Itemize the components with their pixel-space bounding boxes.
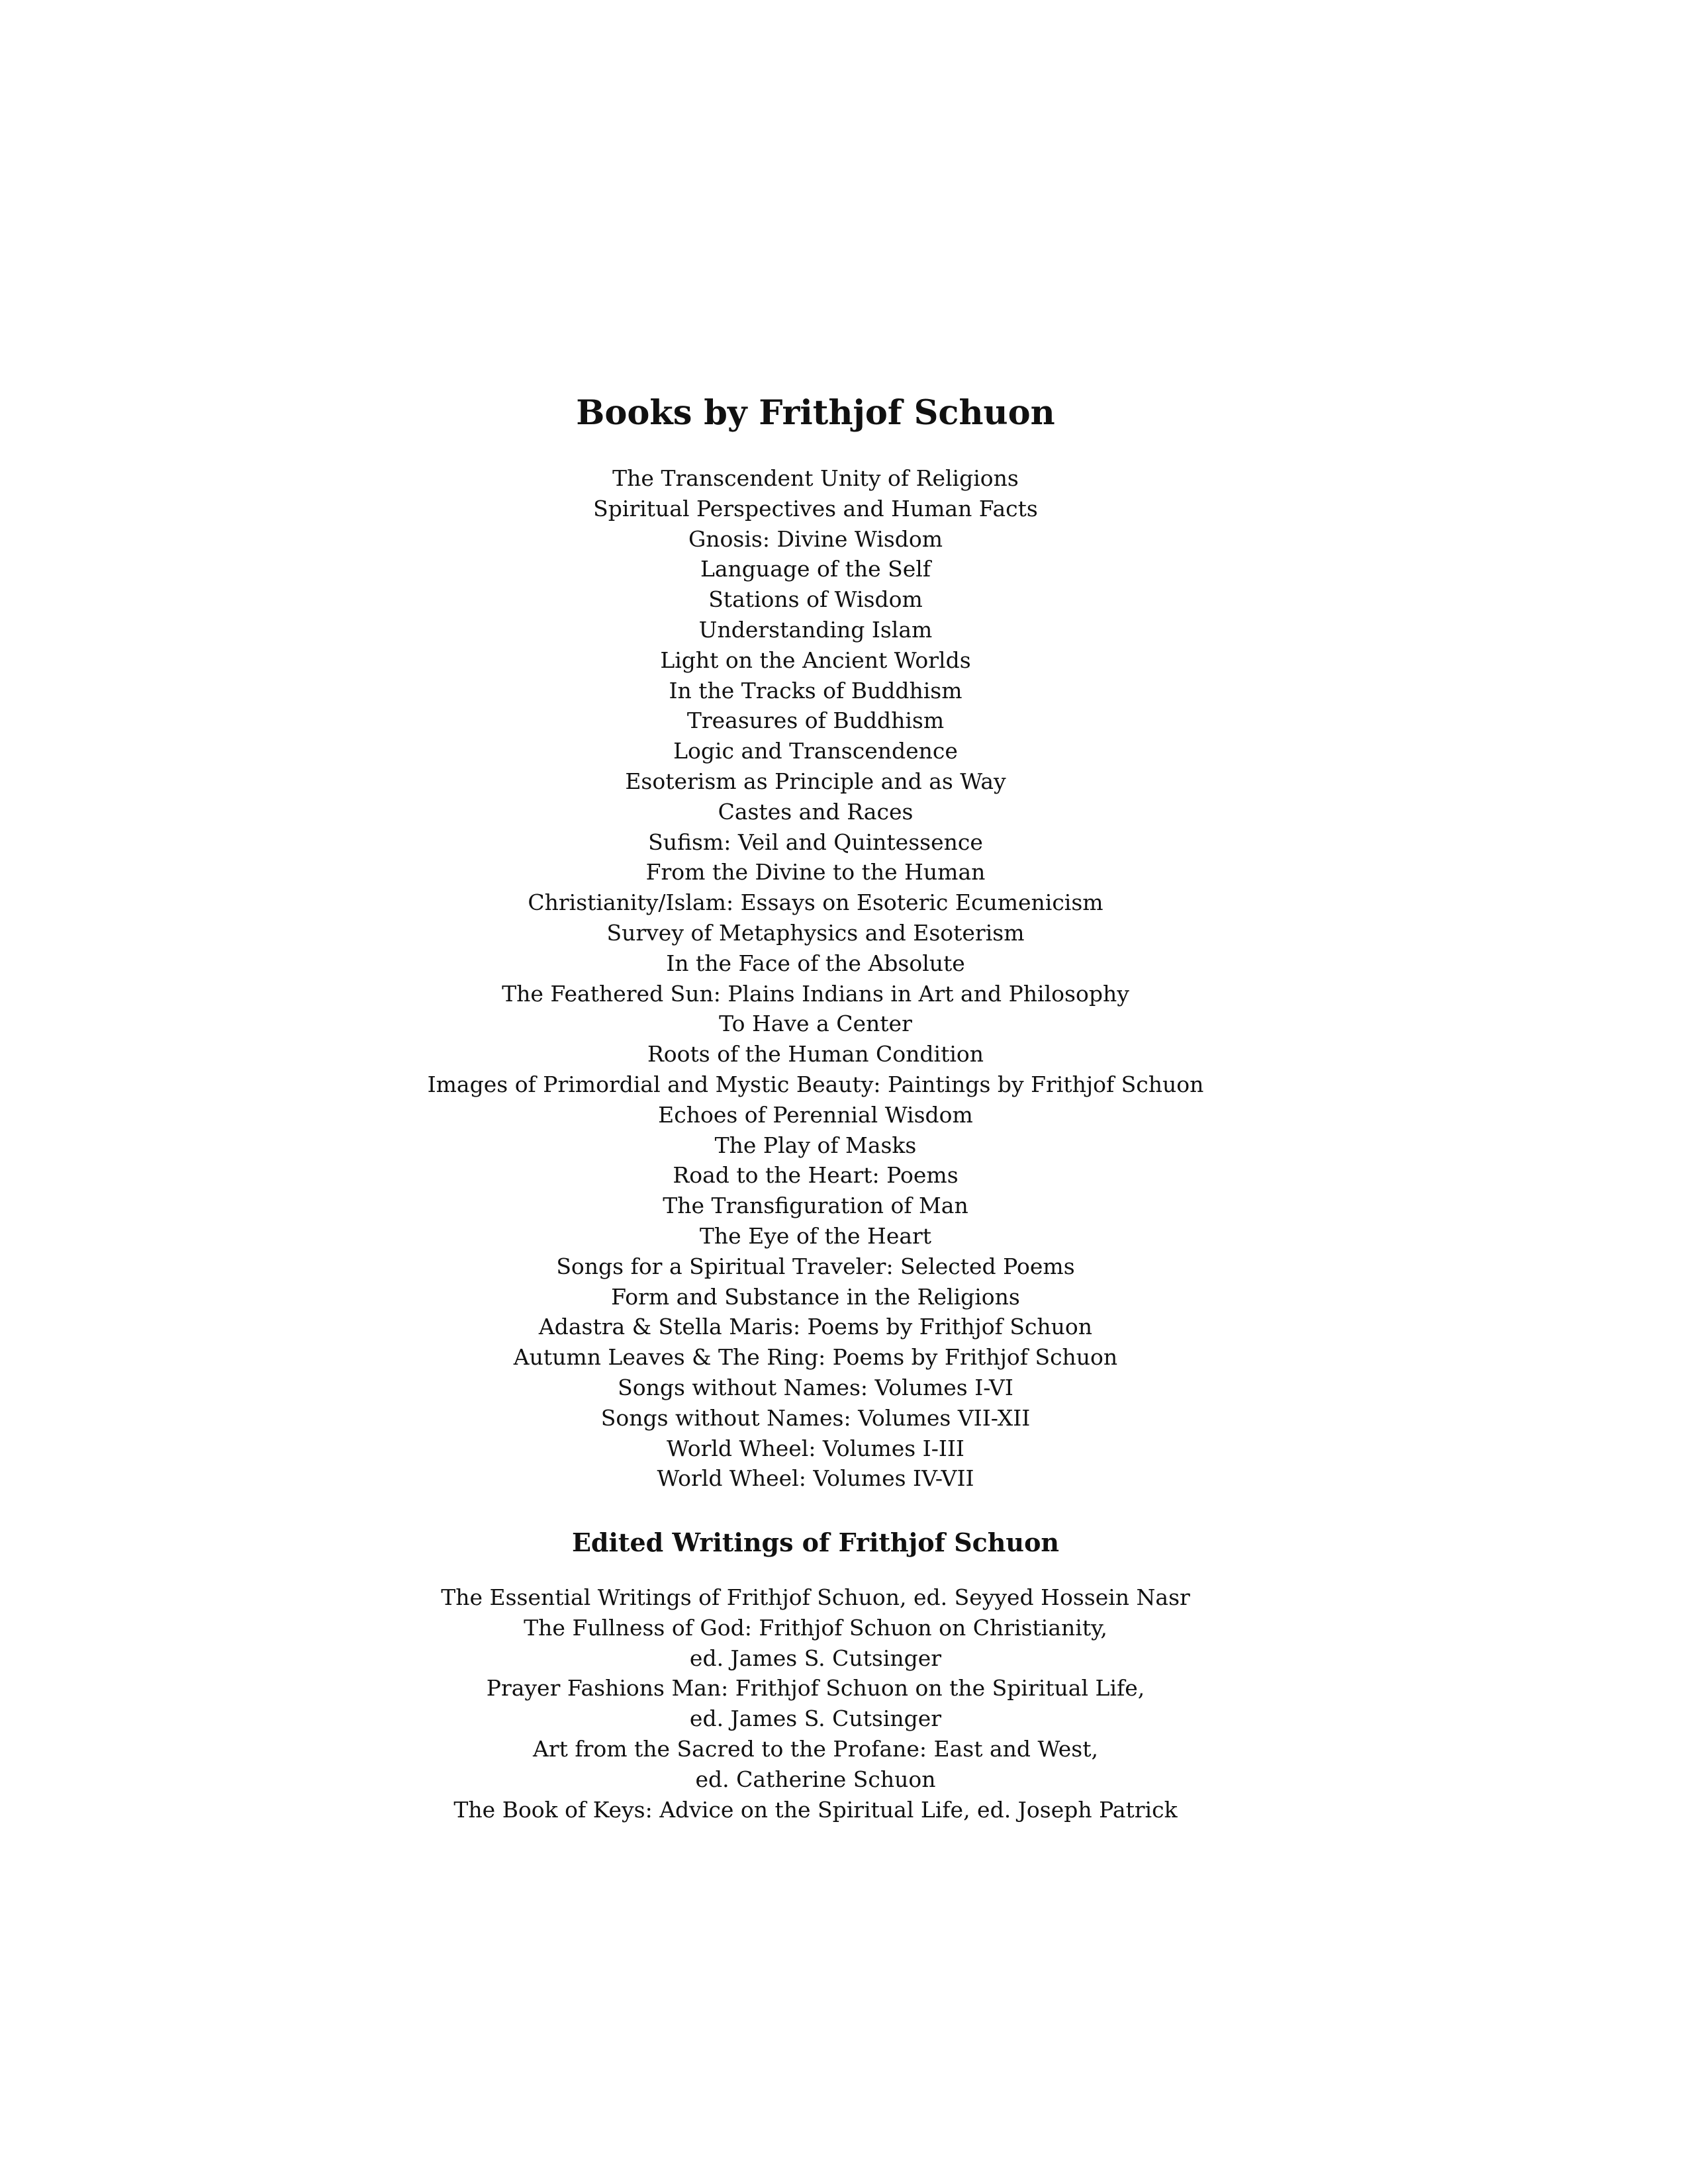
book-title: The Eye of the Heart (699, 1222, 932, 1249)
book-title: To Have a Center (719, 1011, 912, 1037)
edited-writing-line: Prayer Fashions Man: Frithjof Schuon on the Spiritual Life, (486, 1675, 1145, 1702)
edited-writing-line: The Book of Keys: Advice on the Spiritual Life, ed. Joseph Patrick (453, 1796, 1178, 1823)
edited-writing-line: ed. Catherine Schuon (695, 1766, 936, 1792)
edited-writing-line: The Essential Writings of Frithjof Schuon, ed. Seyyed Hossein Nasr (441, 1584, 1190, 1611)
book-title: The Feathered Sun: Plains Indians in Art and Philosophy (502, 980, 1129, 1007)
book-title: The Play of Masks (714, 1132, 917, 1158)
book-title: Language of the Self (700, 556, 931, 582)
book-title: Adastra & Stella Maris: Poems by Frithjof Schuon (538, 1314, 1093, 1340)
book-title: Roots of the Human Condition (647, 1041, 984, 1068)
book-title: Songs without Names: Volumes I-VI (618, 1374, 1013, 1400)
book-title: Images of Primordial and Mystic Beauty: Paintings by Frithjof Schuon (427, 1071, 1204, 1097)
book-title: Echoes of Perennial Wisdom (658, 1101, 973, 1128)
edited-writing-line: Art from the Sacred to the Profane: East and West, (533, 1736, 1098, 1762)
book-title: Christianity/Islam: Essays on Esoteric Ecumenicism (528, 889, 1103, 916)
bibliography-block (414, 389, 1217, 1825)
book-title: Autumn Leaves & The Ring: Poems by Frithjof Schuon (513, 1344, 1118, 1371)
book-title: Understanding Islam (698, 616, 933, 643)
book-title: The Transcendent Unity of Religions (612, 465, 1019, 491)
book-title: Songs for a Spiritual Traveler: Selected Poems (556, 1253, 1075, 1279)
books-list (414, 463, 1217, 1494)
book-title: From the Divine to the Human (645, 859, 986, 886)
book-title: Songs without Names: Volumes VII-XII (600, 1404, 1031, 1431)
book-title: The Transfiguration of Man (663, 1193, 968, 1219)
book-title: In the Tracks of Buddhism (669, 677, 962, 704)
book-title: Light on the Ancient Worlds (660, 647, 971, 673)
book-title: Road to the Heart: Poems (673, 1162, 959, 1189)
book-title: World Wheel: Volumes I-III (667, 1435, 964, 1461)
book-title: Gnosis: Divine Wisdom (688, 525, 943, 552)
book-title: Esoterism as Principle and as Way (625, 768, 1006, 794)
book-title: Form and Substance in the Religions (611, 1283, 1020, 1310)
book-title: Logic and Transcendence (673, 738, 958, 764)
book-title: Treasures of Buddhism (686, 707, 945, 734)
book-title: Castes and Races (718, 798, 914, 825)
book-title: Sufism: Veil and Quintessence (648, 829, 983, 855)
book-title: Survey of Metaphysics and Esoterism (606, 919, 1025, 946)
section-heading: Edited Writings of Frithjof Schuon (571, 1527, 1060, 1558)
page-title: Books by Frithjof Schuon (576, 393, 1055, 433)
book-title: Stations of Wisdom (708, 586, 923, 613)
book-title: In the Face of the Absolute (666, 950, 965, 976)
edited-writings-list (414, 1582, 1217, 1825)
book-title: Spiritual Perspectives and Human Facts (593, 495, 1038, 522)
edited-writing-line: ed. James S. Cutsinger (689, 1645, 942, 1671)
edited-writing-line: The Fullness of God: Frithjof Schuon on Christianity, (524, 1614, 1107, 1641)
edited-writing-line: ed. James S. Cutsinger (689, 1706, 942, 1732)
book-title: World Wheel: Volumes IV-VII (657, 1465, 974, 1492)
